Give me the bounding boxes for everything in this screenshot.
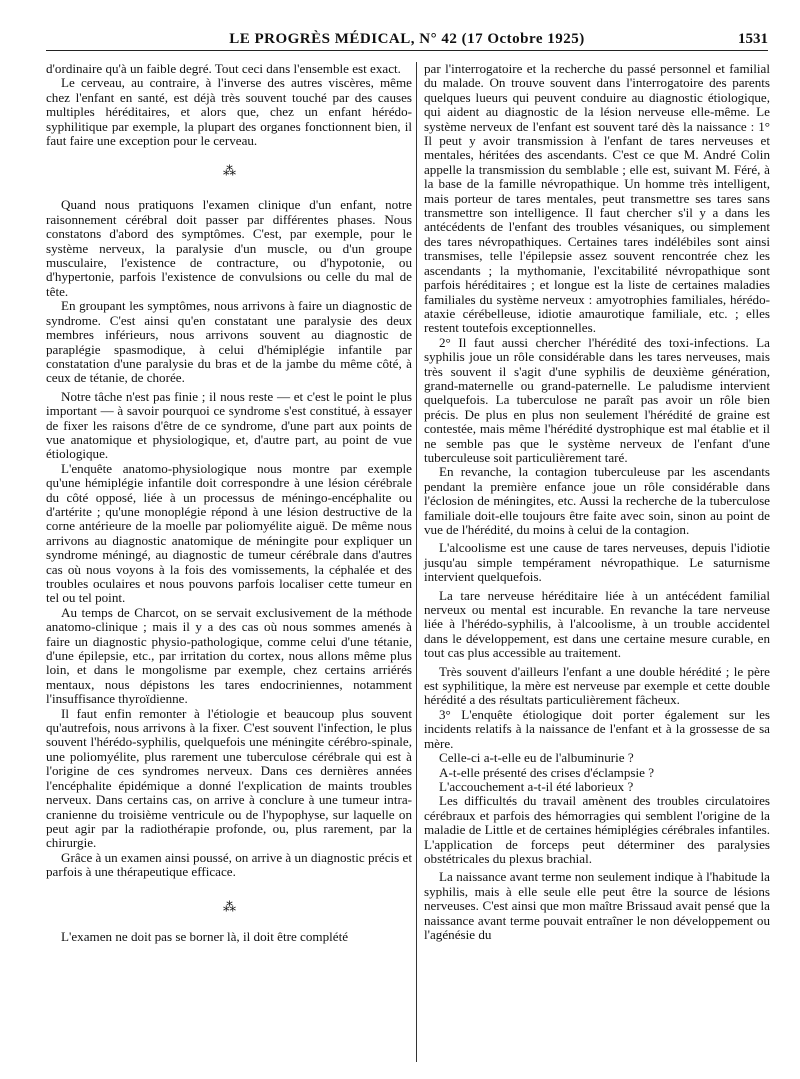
left-column (46, 62, 412, 944)
section-asterism: ⁂ (223, 163, 235, 179)
question-line: Celle-ci a-t-elle eu de l'albuminurie ? (439, 750, 634, 766)
paragraph: L'examen ne doit pas se borner là, il doit être complété (61, 928, 349, 944)
running-head: LE PROGRÈS MÉDICAL, N° 42 (17 Octobre 1925) (229, 30, 585, 47)
paragraph: Les difficultés du travail amènent des troubles circulatoires cérébraux et parfois des hémorragies qui semblent l'origine de la maladie de Little et de certaines hémiplégies cérébrales infantiles. L'application de forceps peut déterminer des paralysies obstétricales du plexus brachial. (424, 793, 770, 866)
paragraph: d'ordinaire qu'à un faible degré. Tout ceci dans l'ensemble est exact. (46, 61, 401, 76)
paragraph: Notre tâche n'est pas finie ; il nous reste — et c'est le point le plus important — à savoir pourquoi ce syndrome s'est constitué, à essayer de fixer les raisons d'être de ce syndrome, d'une part aux points de vue anatomique et physiologique, et, d'autre part, au point de vue étiologique. (46, 388, 412, 462)
paragraph: 3° L'enquête étiologique doit porter également sur les incidents relatifs à la naissance de l'enfant et à la grossesse de sa mère. (424, 706, 770, 751)
paragraph: En groupant les symptômes, nous arrivons à faire un diagnostic de syndrome. C'est ainsi qu'en constatant une paralysie des deux membres inférieurs, nous arrivons souvent au diagnostic de paraplégie spasmodique, à celui d'hémiplégie infantile par constatation d'une paralysie du bras et de la jambe du même côté, à ceux de tétanie, de chorée. (46, 298, 412, 386)
page-number: 1531 (738, 30, 768, 47)
paragraph: La naissance avant terme non seulement indique à l'habitude la syphilis, mais à elle seule elle peut être la source de lésions nerveuses. C'est ainsi que mon maître Brissaud avait pensé que la naissance avant terme pouvait entraîner le non développement ou l'agénésie du (424, 869, 770, 942)
page-header (46, 28, 768, 51)
paragraph: Au temps de Charcot, on se servait exclusivement de la méthode anatomo-clinique ; mais il y a des cas où nous sommes amenés à faire un diagnostic physio-pathologique, comme celui d'une tétanie, d'une épilepsie, etc., par irritation du cortex, nous allons même plus loin, et dans le mongolisme par exemple, chez certains arriérés mentaux, nous dépistons les tares endocriniennes, notamment l'insuffisance thyroïdienne. (46, 604, 412, 707)
right-column (424, 62, 770, 942)
paragraph: Le cerveau, au contraire, à l'inverse des autres viscères, même chez l'enfant en santé, est déjà très souvent touché par des causes multiples héréditaires, et alors que, chez un enfant hérédo-syphilitique par exemple, la plupart des organes fonctionnent bien, il faut faire une exception pour le cerveau. (46, 75, 412, 149)
paragraph: La tare nerveuse héréditaire liée à un antécédent familial nerveux ou mental est incurable. En revanche la tare nerveuse liée à l'hérédo-syphilis, à l'alcoolisme, à un trouble accidentel dans le développement, est dans une certaine mesure curable, en tout cas plus accessible au traitement. (424, 587, 770, 661)
paragraph: Grâce à un examen ainsi poussé, on arrive à un diagnostic précis et parfois à une thérapeutique efficace. (46, 849, 412, 880)
paragraph: par l'interrogatoire et la recherche du passé personnel et familial du malade. On trouve souvent dans l'interrogatoire des parents quelques lueurs qui peuvent conduire au diagnostic étiologique, qui aident au diagnostic de la lésion nerveuse elle-même. Le système nerveux de l'enfant est souvent taré dès la naissance : 1° Il peut y avoir transmission à l'enfant de tares nerveuses et mentales, héritées des ascendants. C'est ce que M. André Colin appelle la transmission du semblable ; elle est, suivant M. Féré, à la base de la famille névropathique. Un homme très intelligent, mais porteur de tares mentales, peut transmettre ses tares sans transmettre son intelligence. Il faut chercher s'il y a dans les antécédents de l'enfant des troubles vésaniques, ou simplement des tares névropathiques. Certaines tares indélébiles sont ainsi transmises, telle l'épilepsie assez souvent rencontrée chez les ascendants ; la mythomanie, l'excitabilité névropathique sont parfois héréditaires ; et longue est la liste de certaines maladies familiales du système nerveux : amyotrophies familiales, hérédo-ataxie cérébelleuse, idiotie amaurotique familiale, etc. ; elles restent toutefois exceptionnelles. (424, 61, 770, 336)
paragraph: 2° Il faut aussi chercher l'hérédité des toxi-infections. La syphilis joue un rôle considérable dans les tares nerveuses, mais très souvent il s'agit d'une syphilis de deuxième génération, grand-maternelle ou grand-paternelle. Le paludisme intervient quelquefois. La tuberculose ne paraît pas avoir un rôle bien précis. De plus en plus non seulement l'hérédité de graine est contestée, mais même l'hérédité dystrophique est mal établie et il ne semble pas que le système nerveux de l'enfant d'une tuberculeuse soit particulièrement taré. (424, 334, 770, 465)
paragraph: Très souvent d'ailleurs l'enfant a une double hérédité ; le père est syphilitique, la mère est nerveuse par exemple et cette double hérédité a des résultats particulièrement fâcheux. (424, 663, 770, 708)
question-line: L'accouchement a-t-il été laborieux ? (439, 778, 634, 794)
paragraph: Quand nous pratiquons l'examen clinique d'un enfant, notre raisonnement cérébral doit passer par différentes phases. Nous constatons d'abord des symptômes. C'est, par exemple, pour le système nerveux, la paralysie d'un muscle, ou d'un groupe musculaire, l'existence de contracture, ou d'hypotonie, ou d'hypertonie, parfois l'existence de convulsions ou celle du mal de tête. (46, 197, 412, 299)
column-divider (416, 62, 417, 1062)
question-line: A-t-elle présenté des crises d'éclampsie ? (439, 764, 655, 780)
paragraph: L'enquête anatomo-physiologique nous montre par exemple qu'une hémiplégie infantile doit correspondre à une lésion cérébrale du côté opposé, liée à un processus de méningo-encéphalite ou d'artérite ; qu'une monoplégie répond à une lésion destructive de la corne antérieure de la moelle par poliomyélite aiguë. De même nous arrivons au diagnostic anatomique de méningite pour expliquer un syndrome méningé, au diagnostic de tumeur cérébrale dans d'autres cas où nous voyons à la fois des vomissements, la céphalée et des troubles oculaires et nous pouvons parfois localiser cette tumeur en tel ou tel point. (46, 460, 412, 606)
paragraph: En revanche, la contagion tuberculeuse par les ascendants pendant la première enfance joue un rôle considérable dans l'éclosion de méningites, etc. Aussi la recherche de la tuberculose familiale doit-elle toujours être faite avec soin, sinon au point de vue de l'hérédité, du moins à celui de la contagion. (424, 464, 770, 537)
paragraph: L'alcoolisme est une cause de tares nerveuses, depuis l'idiotie jusqu'au simple tempérament névropathique. Le saturnisme intervient quelquefois. (424, 540, 770, 585)
paragraph: Il faut enfin remonter à l'étiologie et beaucoup plus souvent qu'autrefois, nous arrivons à la fixer. C'est souvent l'infection, le plus souvent l'hérédo-syphilis, quelquefois une méningite cérébro-spinale, une poliomyélite, plus rarement une tuberculose cérébrale qui est à l'origine de ces syndromes nerveux. Dans ces dernières années l'encéphalite épidémique a donné l'explication de maints troubles nerveux. Dans certains cas, on arrive à conclure à une tumeur intra-cranienne du troisième ventricule ou de l'hypophyse, sur laquelle on peut agir par la radiothérapie profonde, ou, plus rarement, par la chirurgie. (46, 705, 412, 851)
section-asterism: ⁂ (223, 898, 235, 914)
